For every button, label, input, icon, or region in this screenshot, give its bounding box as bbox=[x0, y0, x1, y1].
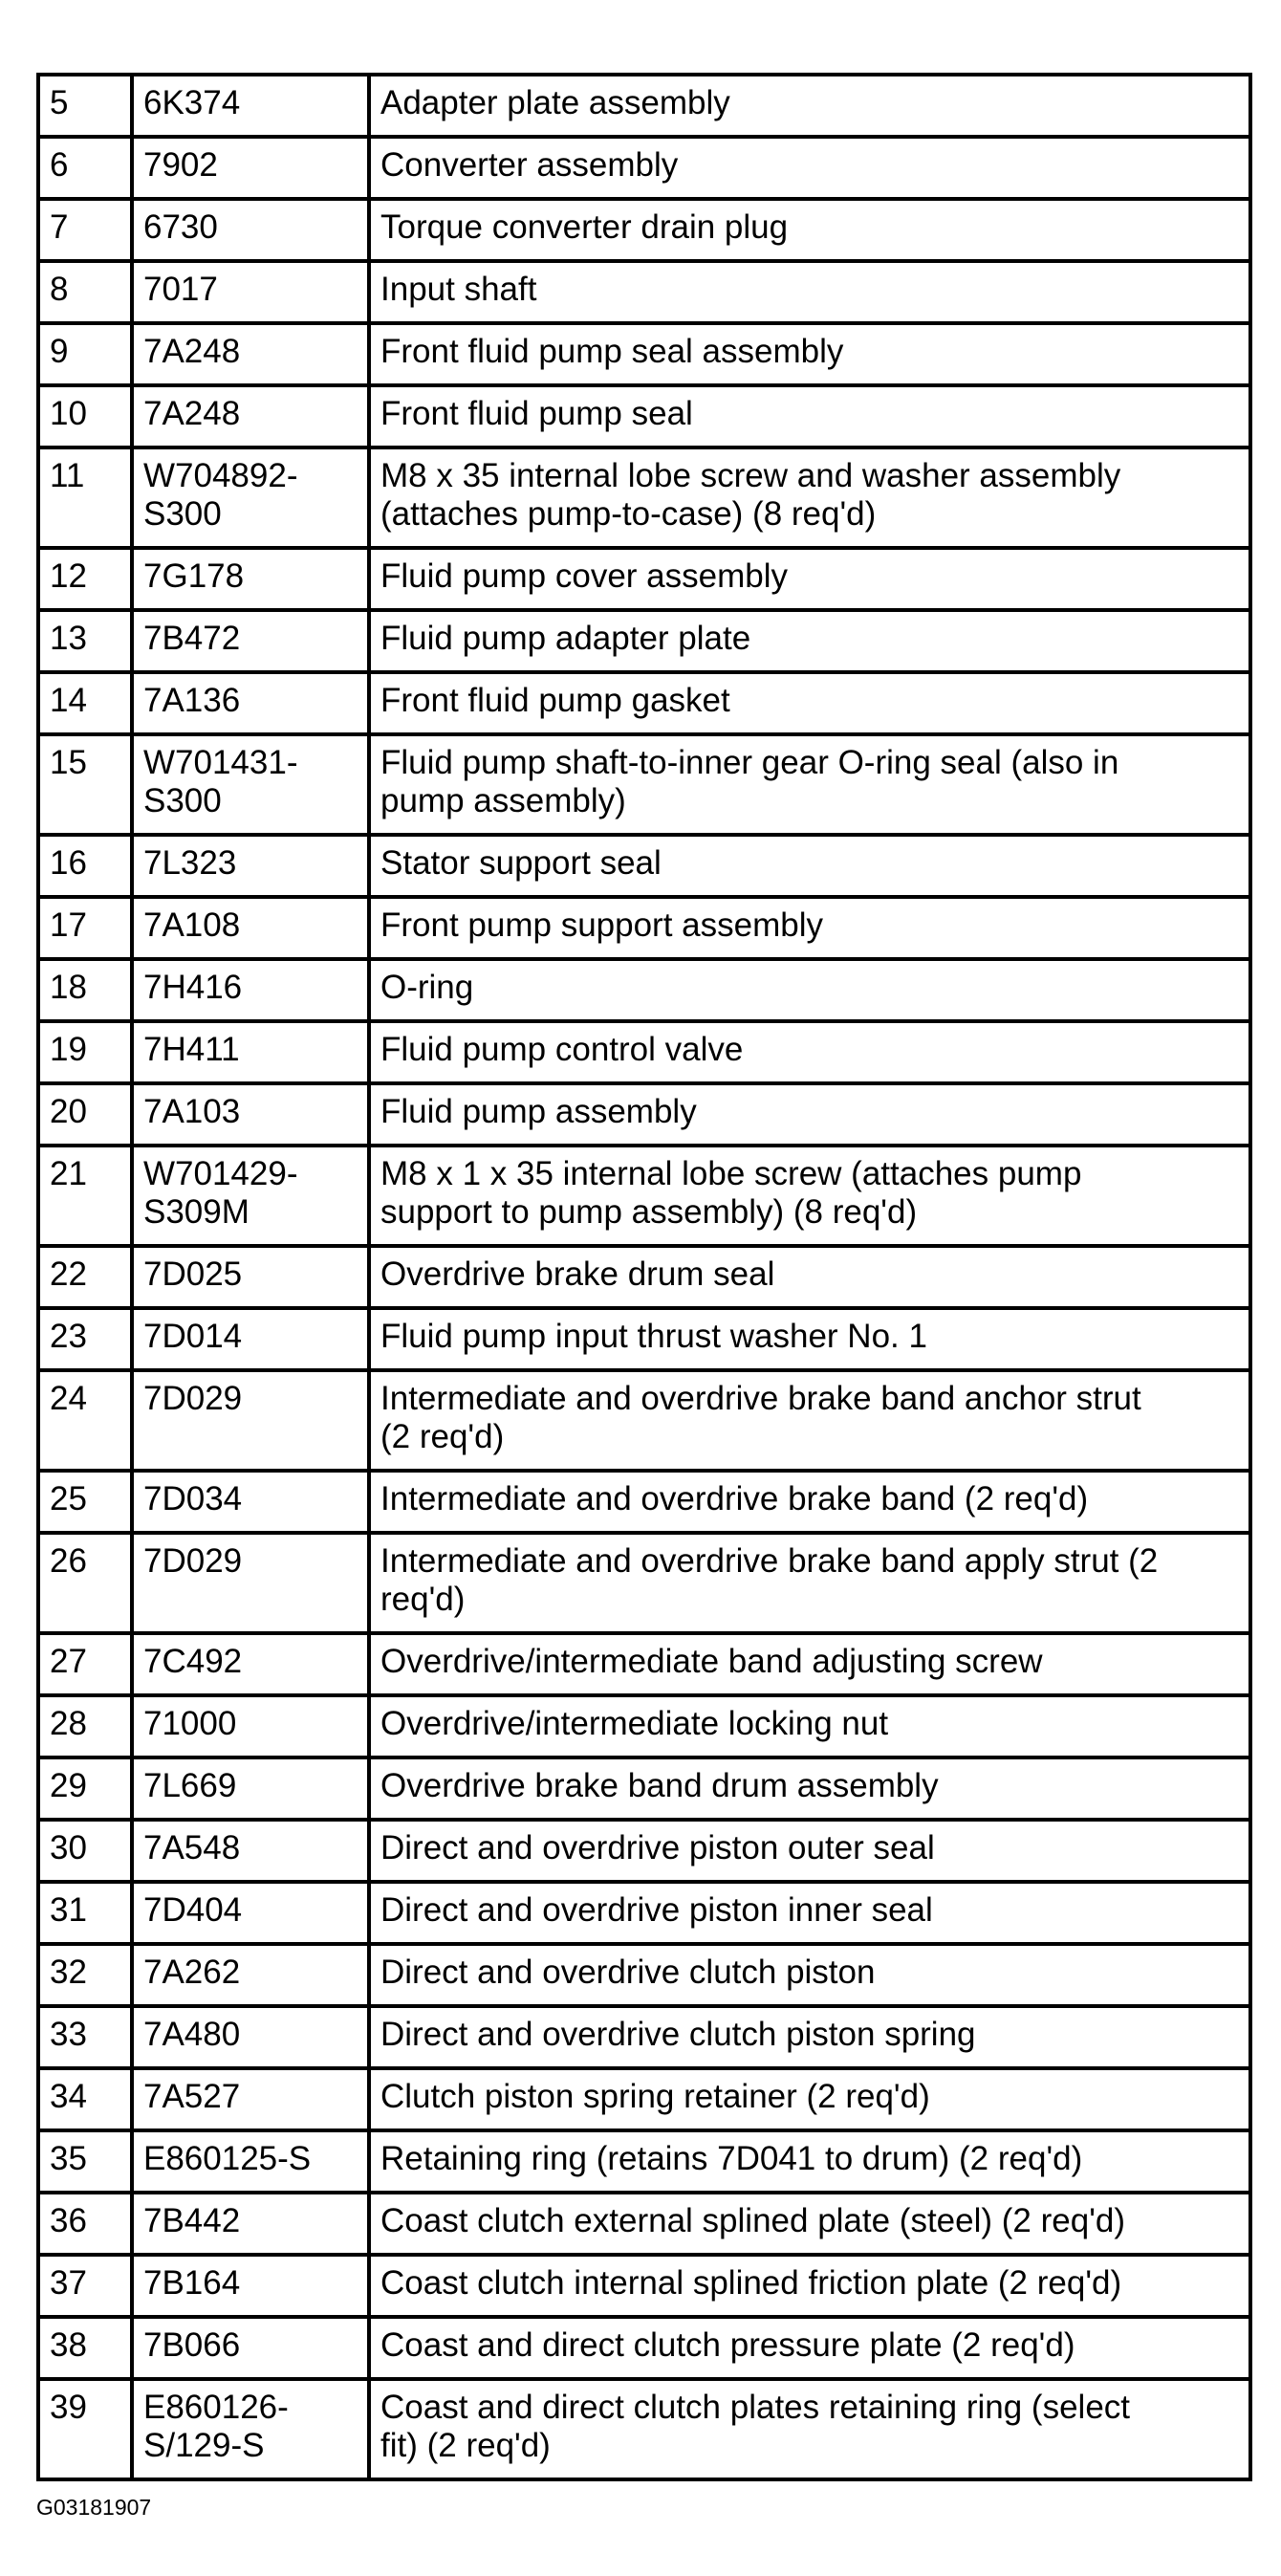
description-cell: Overdrive/intermediate locking nut bbox=[369, 1695, 1250, 1757]
description-cell: O-ring bbox=[369, 959, 1250, 1021]
item-number-cell: 30 bbox=[38, 1820, 132, 1882]
item-number-cell: 10 bbox=[38, 385, 132, 448]
table-row bbox=[38, 1308, 1250, 1370]
description-cell: Fluid pump control valve bbox=[369, 1021, 1250, 1083]
description-cell: Front fluid pump seal assembly bbox=[369, 323, 1250, 385]
part-number-cell: 7A103 bbox=[132, 1083, 369, 1146]
item-number-cell: 11 bbox=[38, 448, 132, 548]
item-number-cell: 7 bbox=[38, 199, 132, 261]
description-cell: Fluid pump assembly bbox=[369, 1083, 1250, 1146]
table-row bbox=[38, 385, 1250, 448]
item-number-cell: 18 bbox=[38, 959, 132, 1021]
description-cell: Fluid pump cover assembly bbox=[369, 548, 1250, 610]
table-row bbox=[38, 261, 1250, 323]
table-row bbox=[38, 1471, 1250, 1533]
item-number-cell: 37 bbox=[38, 2255, 132, 2317]
part-number-cell: E860125-S bbox=[132, 2130, 369, 2193]
item-number-cell: 38 bbox=[38, 2317, 132, 2379]
item-number-cell: 5 bbox=[38, 75, 132, 137]
part-number-cell: 7L669 bbox=[132, 1757, 369, 1820]
table-row bbox=[38, 2130, 1250, 2193]
description-cell: Fluid pump input thrust washer No. 1 bbox=[369, 1308, 1250, 1370]
description-cell: Intermediate and overdrive brake band (2 req'd) bbox=[369, 1471, 1250, 1533]
part-number-cell: 7A527 bbox=[132, 2068, 369, 2130]
description-cell: Torque converter drain plug bbox=[369, 199, 1250, 261]
part-number-cell: 7A108 bbox=[132, 897, 369, 959]
part-number-cell: 7B066 bbox=[132, 2317, 369, 2379]
description-cell: Adapter plate assembly bbox=[369, 75, 1250, 137]
item-number-cell: 17 bbox=[38, 897, 132, 959]
description-cell: Overdrive brake band drum assembly bbox=[369, 1757, 1250, 1820]
description-cell: M8 x 35 internal lobe screw and washer assembly (attaches pump-to-case) (8 req'd) bbox=[369, 448, 1250, 548]
item-number-cell: 26 bbox=[38, 1533, 132, 1633]
part-number-cell: 7G178 bbox=[132, 548, 369, 610]
table-row bbox=[38, 199, 1250, 261]
description-cell: Converter assembly bbox=[369, 137, 1250, 199]
parts-table-body bbox=[38, 75, 1250, 2479]
description-cell: Intermediate and overdrive brake band apply strut (2 req'd) bbox=[369, 1533, 1250, 1633]
description-cell: Input shaft bbox=[369, 261, 1250, 323]
description-cell: Direct and overdrive piston inner seal bbox=[369, 1882, 1250, 1944]
table-row bbox=[38, 137, 1250, 199]
part-number-cell: 7D034 bbox=[132, 1471, 369, 1533]
item-number-cell: 20 bbox=[38, 1083, 132, 1146]
part-number-cell: 7D029 bbox=[132, 1533, 369, 1633]
description-cell: Direct and overdrive clutch piston spring bbox=[369, 2006, 1250, 2068]
item-number-cell: 34 bbox=[38, 2068, 132, 2130]
table-row bbox=[38, 959, 1250, 1021]
part-number-cell: 7A136 bbox=[132, 672, 369, 734]
table-row bbox=[38, 1944, 1250, 2006]
item-number-cell: 6 bbox=[38, 137, 132, 199]
part-number-cell: 7017 bbox=[132, 261, 369, 323]
part-number-cell: 7A480 bbox=[132, 2006, 369, 2068]
part-number-cell: W704892- S300 bbox=[132, 448, 369, 548]
part-number-cell: 7B472 bbox=[132, 610, 369, 672]
item-number-cell: 21 bbox=[38, 1146, 132, 1246]
table-row bbox=[38, 1146, 1250, 1246]
table-row bbox=[38, 323, 1250, 385]
description-cell: Front fluid pump seal bbox=[369, 385, 1250, 448]
table-row bbox=[38, 548, 1250, 610]
part-number-cell: 7902 bbox=[132, 137, 369, 199]
part-number-cell: 7D404 bbox=[132, 1882, 369, 1944]
description-cell: Overdrive/intermediate band adjusting screw bbox=[369, 1633, 1250, 1695]
item-number-cell: 12 bbox=[38, 548, 132, 610]
table-row bbox=[38, 2068, 1250, 2130]
description-cell: M8 x 1 x 35 internal lobe screw (attaches pump support to pump assembly) (8 req'd) bbox=[369, 1146, 1250, 1246]
part-number-cell: 7A548 bbox=[132, 1820, 369, 1882]
table-row bbox=[38, 2317, 1250, 2379]
item-number-cell: 25 bbox=[38, 1471, 132, 1533]
description-cell: Stator support seal bbox=[369, 835, 1250, 897]
item-number-cell: 23 bbox=[38, 1308, 132, 1370]
table-row bbox=[38, 1633, 1250, 1695]
part-number-cell: 7H416 bbox=[132, 959, 369, 1021]
description-cell: Coast and direct clutch pressure plate (2 req'd) bbox=[369, 2317, 1250, 2379]
item-number-cell: 14 bbox=[38, 672, 132, 734]
item-number-cell: 28 bbox=[38, 1695, 132, 1757]
part-number-cell: 71000 bbox=[132, 1695, 369, 1757]
description-cell: Front fluid pump gasket bbox=[369, 672, 1250, 734]
table-row bbox=[38, 897, 1250, 959]
table-row bbox=[38, 1083, 1250, 1146]
part-number-cell: 7C492 bbox=[132, 1633, 369, 1695]
table-row bbox=[38, 2006, 1250, 2068]
description-cell: Front pump support assembly bbox=[369, 897, 1250, 959]
item-number-cell: 24 bbox=[38, 1370, 132, 1471]
part-number-cell: 7A248 bbox=[132, 385, 369, 448]
figure-code: G03181907 bbox=[36, 2495, 152, 2520]
table-row bbox=[38, 2255, 1250, 2317]
part-number-cell: 7D014 bbox=[132, 1308, 369, 1370]
part-number-cell: W701429- S309M bbox=[132, 1146, 369, 1246]
part-number-cell: 7B164 bbox=[132, 2255, 369, 2317]
table-row bbox=[38, 1533, 1250, 1633]
item-number-cell: 35 bbox=[38, 2130, 132, 2193]
item-number-cell: 31 bbox=[38, 1882, 132, 1944]
part-number-cell: 7B442 bbox=[132, 2193, 369, 2255]
description-cell: Coast clutch external splined plate (steel) (2 req'd) bbox=[369, 2193, 1250, 2255]
table-row bbox=[38, 1695, 1250, 1757]
description-cell: Fluid pump adapter plate bbox=[369, 610, 1250, 672]
table-row bbox=[38, 1246, 1250, 1308]
table-row bbox=[38, 835, 1250, 897]
item-number-cell: 27 bbox=[38, 1633, 132, 1695]
table-row bbox=[38, 1021, 1250, 1083]
part-number-cell: W701431- S300 bbox=[132, 734, 369, 835]
table-row bbox=[38, 2193, 1250, 2255]
table-row bbox=[38, 672, 1250, 734]
item-number-cell: 29 bbox=[38, 1757, 132, 1820]
description-cell: Direct and overdrive piston outer seal bbox=[369, 1820, 1250, 1882]
item-number-cell: 32 bbox=[38, 1944, 132, 2006]
part-number-cell: 7D025 bbox=[132, 1246, 369, 1308]
description-cell: Coast and direct clutch plates retaining ring (select fit) (2 req'd) bbox=[369, 2379, 1250, 2479]
item-number-cell: 22 bbox=[38, 1246, 132, 1308]
table-row bbox=[38, 734, 1250, 835]
description-cell: Retaining ring (retains 7D041 to drum) (2 req'd) bbox=[369, 2130, 1250, 2193]
parts-table bbox=[36, 73, 1252, 2481]
item-number-cell: 13 bbox=[38, 610, 132, 672]
description-cell: Intermediate and overdrive brake band anchor strut (2 req'd) bbox=[369, 1370, 1250, 1471]
item-number-cell: 8 bbox=[38, 261, 132, 323]
table-row bbox=[38, 2379, 1250, 2479]
item-number-cell: 9 bbox=[38, 323, 132, 385]
part-number-cell: 6730 bbox=[132, 199, 369, 261]
item-number-cell: 15 bbox=[38, 734, 132, 835]
item-number-cell: 19 bbox=[38, 1021, 132, 1083]
description-cell: Coast clutch internal splined friction plate (2 req'd) bbox=[369, 2255, 1250, 2317]
part-number-cell: 7L323 bbox=[132, 835, 369, 897]
table-row bbox=[38, 1370, 1250, 1471]
description-cell: Direct and overdrive clutch piston bbox=[369, 1944, 1250, 2006]
item-number-cell: 39 bbox=[38, 2379, 132, 2479]
item-number-cell: 36 bbox=[38, 2193, 132, 2255]
description-cell: Fluid pump shaft-to-inner gear O-ring seal (also in pump assembly) bbox=[369, 734, 1250, 835]
description-cell: Clutch piston spring retainer (2 req'd) bbox=[369, 2068, 1250, 2130]
part-number-cell: 6K374 bbox=[132, 75, 369, 137]
item-number-cell: 33 bbox=[38, 2006, 132, 2068]
part-number-cell: 7D029 bbox=[132, 1370, 369, 1471]
table-row bbox=[38, 1820, 1250, 1882]
table-row bbox=[38, 448, 1250, 548]
table-row bbox=[38, 1757, 1250, 1820]
part-number-cell: 7A248 bbox=[132, 323, 369, 385]
item-number-cell: 16 bbox=[38, 835, 132, 897]
table-row bbox=[38, 1882, 1250, 1944]
table-row bbox=[38, 610, 1250, 672]
part-number-cell: E860126- S/129-S bbox=[132, 2379, 369, 2479]
description-cell: Overdrive brake drum seal bbox=[369, 1246, 1250, 1308]
part-number-cell: 7H411 bbox=[132, 1021, 369, 1083]
table-row bbox=[38, 75, 1250, 137]
part-number-cell: 7A262 bbox=[132, 1944, 369, 2006]
